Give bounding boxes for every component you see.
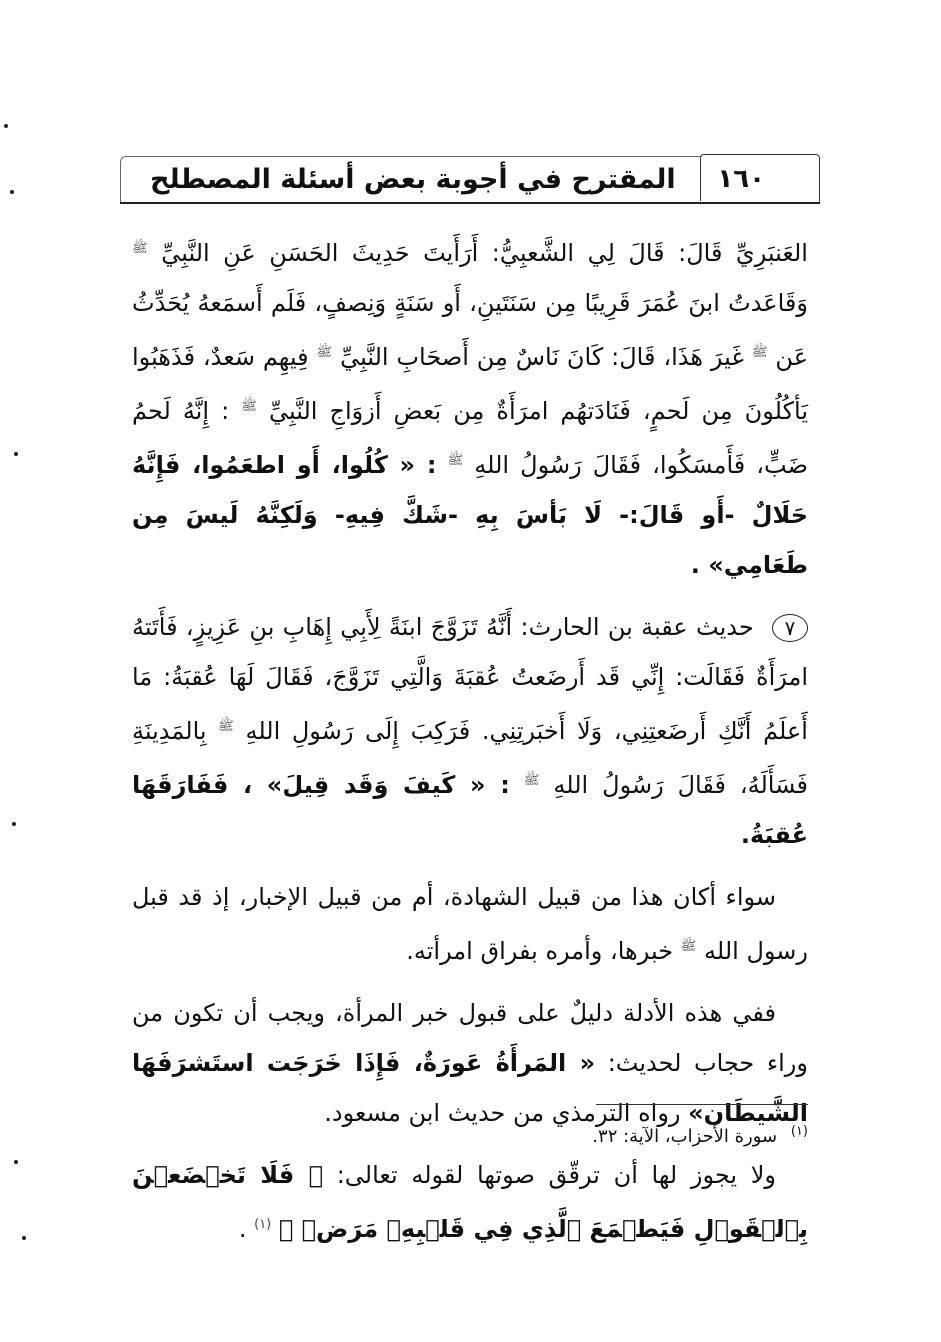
paragraph-1-text-4: فِيهِم سَعدٌ، فَذَهَبُوا يَأكُلُونَ مِن لَحمٍ، فَنَادَتهُم امرَأَةٌ مِن بَعضِ أَزوَاجِ النَّبِيِّ [132, 343, 808, 425]
paragraph-2-text-1: حديث عقبة بن الحارث: أَنَّهُ تَزَوَّجَ ابنَةً لِأَبِي إِهَابِ بنِ عَزِيزٍ، فَأَتَتهُ امرَأَةٌ فَقَالَت: إِنِّي قَد أَرضَعتُ عُقبَةَ وَالَّتِي تَزَوَّجَ، فَقَالَ لَهَا عُقبَةُ: مَا أَعلَمُ أَنَّكِ أَرضَعتِنِي، وَلَا أَخبَرتِنِي. فَرَكِبَ إِلَى رَسُولِ اللهِ [132, 613, 808, 745]
paragraph-3 [132, 872, 808, 976]
scan-speck [14, 452, 18, 456]
scan-speck [12, 822, 16, 826]
paragraph-4-text-1: ففي هذه الأدلة دليلٌ على قبول خبر المرأة، ويجب أن تكون من وراء حجاب لحديث: [132, 999, 808, 1077]
honorific-icon: ﷺ [523, 773, 540, 788]
hadith-quote-3: « المَرأَةُ عَورَةٌ، فَإِذَا خَرَجَت استَشرَفَهَا الشَّيطَان» [132, 1049, 808, 1127]
honorific-icon: ﷺ [447, 453, 464, 468]
quran-verse: ﴿ فَلَا تَخۡضَعۡنَ بِٱلۡقَوۡلِ فَيَطۡمَعَ ٱلَّذِي فِي قَلۡبِهِۦ مَرَضٞ ﴾ [132, 1161, 808, 1243]
paragraph-5 [132, 1150, 808, 1254]
footnote-text: سورة الأحزاب، الآية: ٣٢. [592, 1126, 778, 1147]
book-title: المقترح في أجوبة بعض أسئلة المصطلح [150, 164, 676, 195]
scan-speck [10, 190, 14, 194]
paragraph-1-text-1: العَنبَرِيِّ قَالَ: قَالَ لِي الشَّعبِيُّ: أَرَأَيتَ حَدِيثَ الحَسَنِ عَنِ النَّبِيِّ [161, 239, 808, 267]
honorific-icon: ﷺ [751, 345, 768, 360]
footnote [450, 1124, 808, 1147]
footnote-reference[interactable]: (١) [254, 1217, 272, 1232]
paragraph-1 [132, 224, 808, 590]
paragraph-5-text-1: ولا يجوز لها أن ترقّق صوتها لقوله تعالى: [336, 1161, 776, 1189]
honorific-icon: ﷺ [132, 241, 148, 256]
honorific-icon: ﷺ [680, 939, 697, 954]
paragraph-1-text-5: : إِنَّهُ لَحمُ ضَبٍّ، فَأَمسَكُوا، فَقَالَ رَسُولُ اللهِ [132, 397, 808, 479]
footnote-divider [596, 1104, 808, 1105]
footnote-mark: (١) [790, 1124, 808, 1139]
scan-speck [4, 124, 8, 128]
scan-speck [14, 1160, 18, 1164]
paragraph-4-text-2: رواه الترمذي من حديث ابن مسعود. [324, 1099, 681, 1127]
paragraph-1-text-3: غَيرَ هَذَا، قَالَ: كَانَ نَاسٌ مِن أَصحَابِ النَّبِيِّ [340, 343, 744, 371]
honorific-icon: ﷺ [241, 399, 257, 414]
paragraph-1-text-2: وَقَاعَدتُ ابنَ عُمَرَ قَرِيبًا مِن سَنَتَينِ، أَو سَنَةٍ وَنِصفٍ، فَلَم أَسمَعهُ يُحَدِّثُ عَن [132, 289, 809, 371]
paragraph-4 [132, 988, 808, 1138]
hadith-quote-2: : « كَيفَ وَقَد قِيلَ» ، فَفَارَقَهَا عُقبَةُ. [132, 771, 808, 849]
paragraph-5-end: . [238, 1215, 247, 1243]
paragraph-2-text-2: بِالمَدِينَةِ فَسَأَلَهُ، فَقَالَ رَسُولُ اللهِ [132, 717, 809, 799]
paragraph-2 [132, 602, 808, 860]
page-number: ١٦٠ [717, 164, 765, 194]
honorific-icon: ﷺ [218, 719, 234, 734]
honorific-icon: ﷺ [316, 345, 333, 360]
running-header [120, 156, 820, 204]
body-text [132, 224, 808, 1266]
paragraph-3-text-2: خبرها، وأمره بفراق امرأته. [406, 937, 674, 965]
scan-speck [22, 1236, 26, 1240]
page-number-box [700, 154, 820, 201]
hadith-number-badge: ٧ [772, 614, 808, 642]
paragraph-3-text-1: سواء أكان هذا من قبيل الشهادة، أم من قبيل الإخبار، إذ قد قبل رسول الله [132, 883, 808, 965]
hadith-quote-1: : « كُلُوا، أَو اطعَمُوا، فَإِنَّهُ حَلَالٌ -أَو قَالَ:- لَا بَأسَ بِهِ -شَكَّ فِيهِ- وَلَكِنَّهُ لَيسَ مِن طَعَامِي» . [132, 451, 808, 579]
